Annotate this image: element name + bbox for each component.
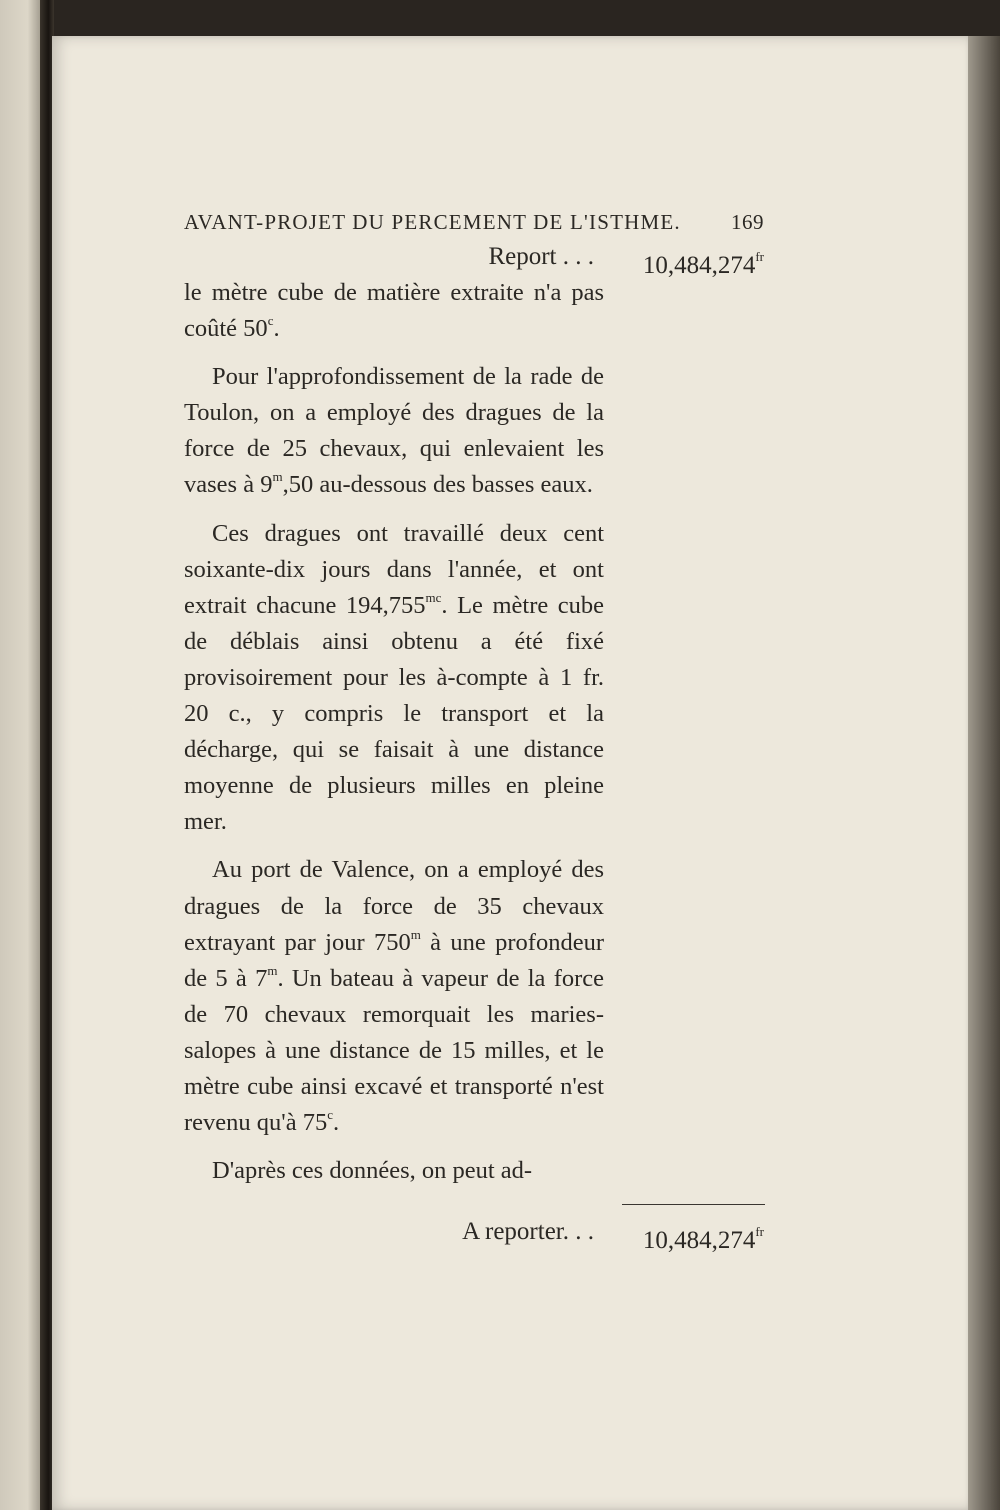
report-amount-value: 10,484,274 — [642, 252, 756, 279]
report-label: Report . . . — [488, 243, 594, 270]
running-title: AVANT-PROJET DU PERCEMENT DE L'ISTHME. — [184, 210, 681, 234]
paragraph-4-text-a: Au port de Valence, on a employé des dragues de la force de 35 chevaux extrayant par jour 750 — [184, 856, 604, 956]
paragraph-4-sup-1: m — [410, 926, 421, 942]
page-number: 169 — [731, 210, 764, 234]
body-column — [184, 275, 604, 1189]
paragraph-4-text-d: . — [332, 1109, 340, 1137]
total-rule — [622, 1204, 765, 1205]
paragraph-4-text-b: à une profondeur de 5 à 7 — [184, 928, 604, 992]
paragraph-5 — [184, 1153, 604, 1189]
carry-amount-unit: fr — [755, 1224, 764, 1239]
paragraph-2-text-b: ,50 au-dessous des basses eaux. — [282, 471, 593, 499]
paragraph-3-text-b: . Le mètre cube de déblais ainsi obtenu a été fixé provisoirement pour les à-compte à 1 fr. 20 c., y compris le transport et la décharge, qui se faisait à une distance moyenne de plusieurs milles en pleine mer. — [184, 591, 605, 836]
paragraph-4-text-c: . Un bateau à vapeur de la force de 70 chevaux remorquait les maries-salopes à une distance de 15 milles, et le mètre cube ainsi excavé et transporté n'est revenu qu'à 75 — [184, 964, 605, 1137]
paragraph-3 — [184, 516, 604, 841]
page-text-block — [184, 205, 764, 1189]
paragraph-4-sup-3: c — [327, 1107, 333, 1123]
paragraph-2-sup: m — [272, 469, 283, 485]
carry-label: A reporter. . . — [462, 1218, 594, 1245]
report-amount — [643, 239, 764, 284]
carry-forward-line — [184, 1214, 764, 1254]
paragraph-4 — [184, 852, 604, 1141]
report-amount-unit: fr — [755, 249, 764, 264]
paragraph-1-sup: c — [267, 313, 274, 329]
paragraph-4-sup-2: m — [267, 962, 278, 978]
report-line — [184, 239, 764, 279]
paragraph-2 — [184, 359, 604, 503]
paragraph-2-text-a: Pour l'approfondissement de la rade de Toulon, on a employé des dragues de la force de 25 chevaux, qui enlevaient les vases à 9 — [184, 363, 604, 499]
paragraph-3-text-a: Ces dragues ont travaillé deux cent soixante-dix jours dans l'année, et ont extrait chacune 194,755 — [184, 519, 604, 619]
paragraph-1-text: le mètre cube de matière extraite n'a pas coûté 50 — [184, 279, 604, 343]
paragraph-3-sup: mc — [425, 589, 442, 605]
carry-amount — [643, 1214, 764, 1259]
paragraph-1-end: . — [273, 315, 280, 343]
paragraph-5-text: D'après ces données, on peut ad- — [212, 1157, 533, 1185]
paragraph-1 — [184, 275, 604, 347]
running-head — [184, 205, 764, 239]
right-page-edge — [968, 36, 1000, 1510]
carry-amount-value: 10,484,274 — [642, 1227, 756, 1254]
